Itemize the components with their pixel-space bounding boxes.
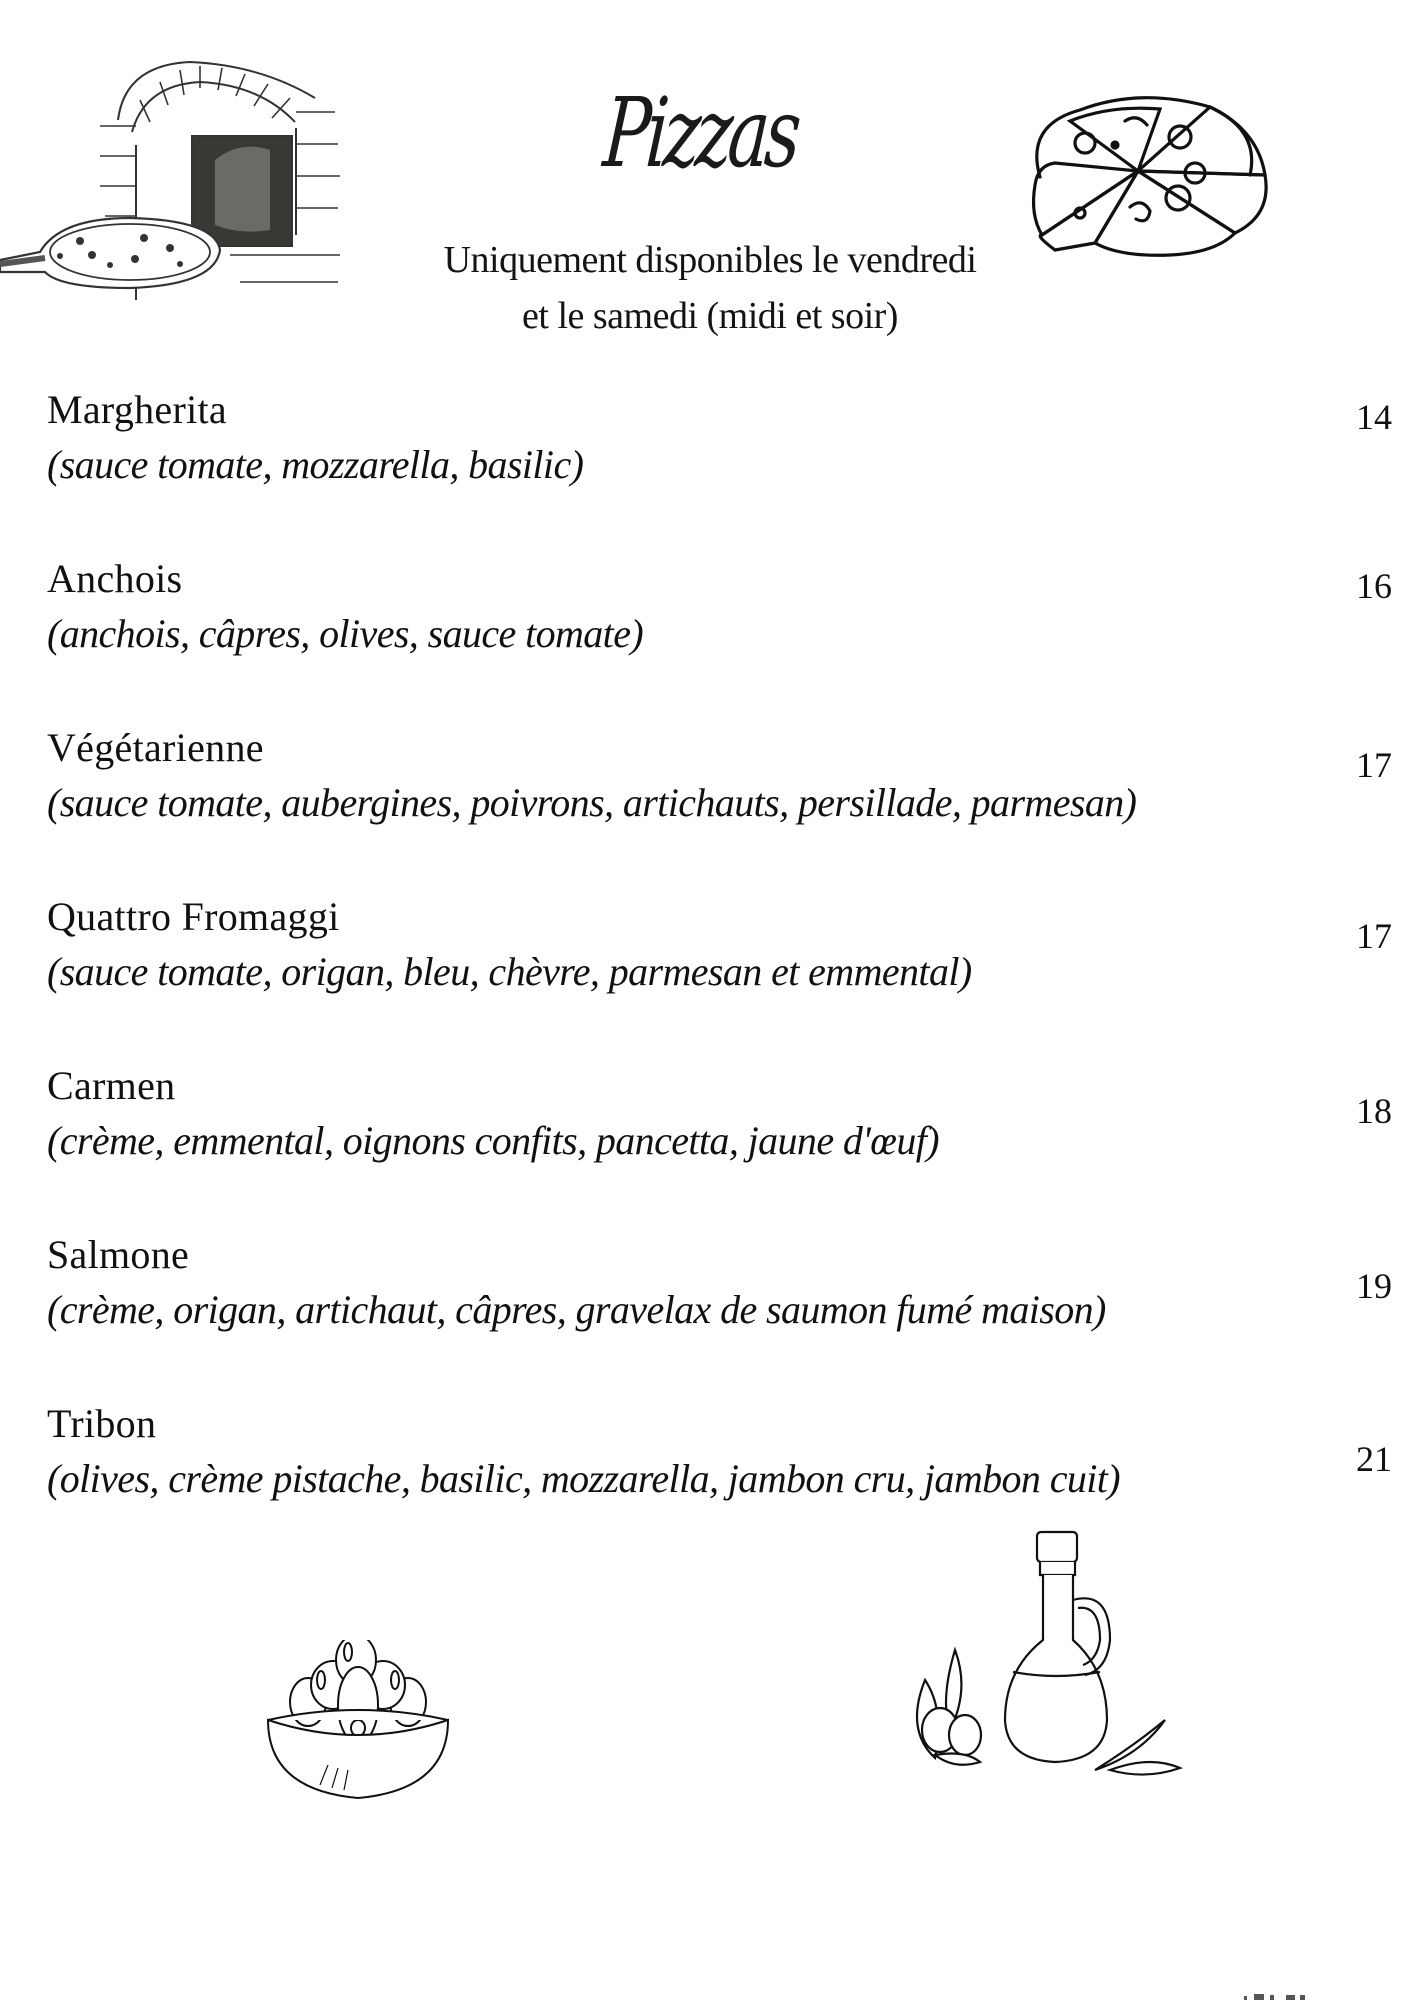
availability-line-2: et le samedi (midi et soir): [522, 295, 898, 337]
page-title: Pizzas: [600, 77, 801, 189]
pizza-name: Tribon: [47, 1401, 157, 1446]
menu-item: [47, 554, 1392, 723]
pizza-ingredients: (crème, emmental, oignons confits, pancetta, jaune d'œuf): [47, 1118, 939, 1163]
menu-item: [47, 385, 1392, 554]
pizza-price: 19: [1356, 1266, 1392, 1306]
sliced-pizza-icon: [1010, 85, 1295, 260]
pizza-name: Quattro Fromaggi: [47, 894, 340, 939]
pizza-ingredients: (anchois, câpres, olives, sauce tomate): [47, 611, 644, 656]
oven-illustration-icon: [0, 60, 345, 300]
availability-line-1: Uniquement disponibles le vendredi: [443, 239, 977, 281]
pizza-ingredients: (crème, origan, artichaut, câpres, gravelax de saumon fumé maison): [47, 1287, 1106, 1332]
pizza-price: 18: [1356, 1091, 1392, 1131]
pizza-name: Margherita: [47, 387, 227, 432]
pizza-price: 17: [1356, 916, 1392, 956]
availability-note: [340, 232, 1080, 344]
menu-item: [47, 1230, 1392, 1399]
menu-item: [47, 723, 1392, 892]
pizza-name: Salmone: [47, 1232, 190, 1277]
cropped-footer-mark-icon: [1240, 1990, 1310, 2000]
olive-oil-jar-icon: [895, 1530, 1185, 1780]
pizza-price: 16: [1356, 566, 1392, 606]
menu-item: [47, 1061, 1392, 1230]
pizza-ingredients: (sauce tomate, origan, bleu, chèvre, parmesan et emmental): [47, 949, 972, 994]
menu-item: [47, 892, 1392, 1061]
olive-bowl-icon: [258, 1640, 458, 1800]
pizza-menu-list: [47, 385, 1392, 1568]
pizza-name: Végétarienne: [47, 725, 264, 770]
pizza-ingredients: (sauce tomate, mozzarella, basilic): [47, 442, 584, 487]
pizza-price: 14: [1356, 397, 1392, 437]
pizza-ingredients: (olives, crème pistache, basilic, mozzarella, jambon cru, jambon cuit): [47, 1456, 1121, 1501]
pizza-ingredients: (sauce tomate, aubergines, poivrons, artichauts, persillade, parmesan): [47, 780, 1137, 825]
pizza-price: 17: [1356, 745, 1392, 785]
pizza-price: 21: [1356, 1439, 1392, 1479]
menu-item: [47, 1399, 1392, 1568]
pizza-name: Carmen: [47, 1063, 176, 1108]
pizza-name: Anchois: [47, 556, 183, 601]
